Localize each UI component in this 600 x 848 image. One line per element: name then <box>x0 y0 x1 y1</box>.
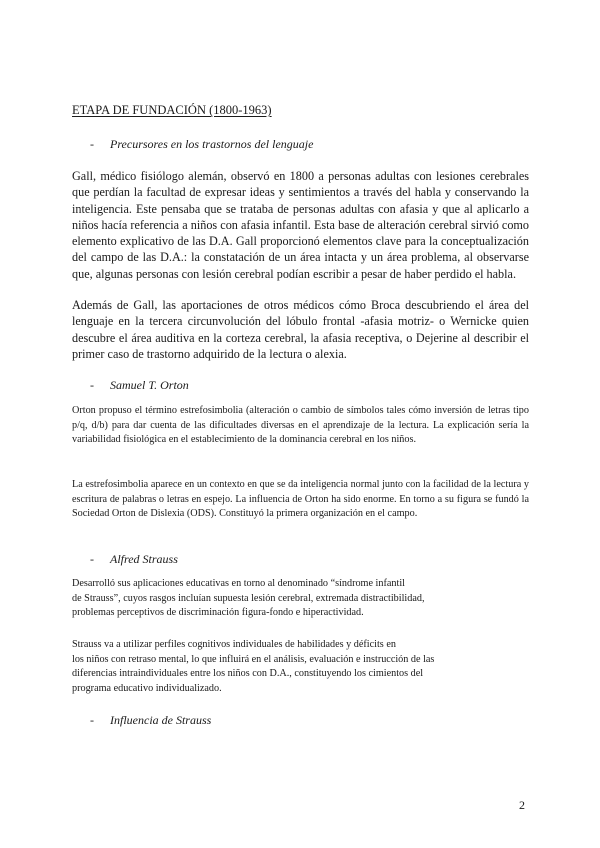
text-line: programa educativo individualizado. <box>72 682 222 694</box>
bullet-label: Influencia de Strauss <box>110 713 212 727</box>
bullet-dash: - <box>90 378 94 392</box>
bullet-strauss <box>90 552 178 567</box>
bullet-dash: - <box>90 137 94 151</box>
page-number: 2 <box>519 798 525 812</box>
text-line: problemas perceptivos de discriminación figura-fondo e hiperactividad. <box>72 607 364 619</box>
text-line: los niños con retraso mental, lo que influirá en el análisis, evaluación e instrucción de las <box>72 653 435 665</box>
bullet-label: Samuel T. Orton <box>110 378 189 392</box>
paragraph-orton-1: Orton propuso el término estrefosimbolia (alteración o cambio de símbolos tales cómo inversión de letras tipo p/q, d/b) para dar cuenta de las dificultades diversas en el aprendizaje de la lectura. La explicación sería la variabilidad fisiológica en el establecimiento de la dominancia cerebral en los niños. <box>72 405 529 446</box>
bullet-precursores <box>90 137 313 152</box>
text-line: de Strauss”, cuyos rasgos incluían supuesta lesión cerebral, extremada distractibilidad, <box>72 592 425 604</box>
paragraph-strauss-2 <box>72 638 529 696</box>
text-line: Strauss va a utilizar perfiles cognitivos individuales de habilidades y déficits en <box>72 639 396 650</box>
bullet-dash: - <box>90 713 94 727</box>
section-heading: ETAPA DE FUNDACIÓN (1800-1963) <box>72 103 272 117</box>
bullet-label: Precursores en los trastornos del lenguaje <box>110 137 314 151</box>
paragraph-gall: Gall, médico fisiólogo alemán, observó en 1800 a personas adultas con lesiones cerebrales que perdían la facultad de expresar ideas y sentimientos a través del habla y conservando la inteligencia. Este pensaba que se trataba de personas adultas con afasia y que al aplicarlo a niños hacía referencia a niños con afasia infantil. Esta base de alteración cerebral sirvió como elemento explicativo de las D.A. Gall proporcionó elementos clave para la conceptualización del campo de las D.A.: la constatación de un área intacta y un área problema, al observarse que, algunas personas con lesión cerebral podían escribir a pesar de haber perdido el habla. <box>72 169 529 281</box>
bullet-label: Alfred Strauss <box>110 552 178 566</box>
text-line: Desarrolló sus aplicaciones educativas en torno al denominado “síndrome infantil <box>72 578 405 589</box>
paragraph-strauss-1 <box>72 577 529 621</box>
bullet-orton <box>90 378 189 393</box>
bullet-dash: - <box>90 552 94 566</box>
text-line: diferencias intraindividuales entre los niños con D.A., constituyendo los cimientos del <box>72 668 424 680</box>
paragraph-otros-medicos: Además de Gall, las aportaciones de otros médicos cómo Broca descubriendo el área del lenguaje en la tercera circunvolución del lóbulo frontal -afasia motriz- o Wernicke quien descubre el área auditiva en la corteza cerebral, la afasia receptiva, o Dejerine al describir el primer caso de trastorno adquirido de la lectura o alexia. <box>72 298 529 361</box>
paragraph-orton-2: La estrefosimbolia aparece en un contexto en que se da inteligencia normal junto con la facilidad de la lectura y escritura de palabras o letras en espejo. La influencia de Orton ha sido enorme. En torno a su figura se fundó la Sociedad Orton de Dislexia (ODS). Constituyó la primera organización en el campo. <box>72 479 529 520</box>
bullet-influencia-strauss <box>90 713 211 728</box>
